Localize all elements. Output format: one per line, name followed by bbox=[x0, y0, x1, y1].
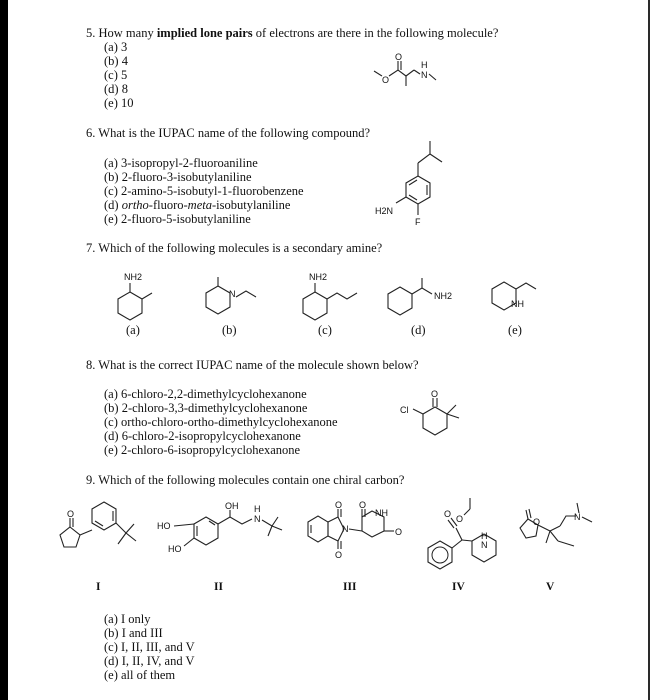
q5-option-d: (d) 8 bbox=[104, 82, 128, 96]
question-8-text: What is the correct IUPAC name of the molecule shown below? bbox=[98, 358, 419, 372]
q9V-nitrogen: N bbox=[574, 512, 581, 522]
q6-option-d-ortho: ortho bbox=[121, 198, 149, 212]
q5-amide-h: H bbox=[421, 60, 428, 70]
question-6-text: What is the IUPAC name of the following compound? bbox=[98, 126, 370, 140]
q9-molecule-IV bbox=[428, 498, 496, 569]
q6-fluorine: F bbox=[415, 217, 421, 227]
q6-option-c: (c) 2-amino-5-isobutyl-1-fluorobenzene bbox=[104, 184, 304, 198]
q8-option-b: (b) 2-chloro-3,3-dimethylcyclohexanone bbox=[104, 401, 308, 415]
q9III-nh: NH bbox=[375, 508, 388, 518]
q9-option-c: (c) I, II, III, and V bbox=[104, 640, 195, 654]
q9IV-oxygen-2: O bbox=[456, 514, 464, 524]
q7-label-c: (c) bbox=[318, 323, 332, 337]
q5-ester-oxygen: O bbox=[382, 75, 390, 85]
q7a-amine: NH2 bbox=[124, 272, 143, 282]
q8-option-a: (a) 6-chloro-2,2-dimethylcyclohexanone bbox=[104, 387, 307, 401]
q7-molecule-c bbox=[303, 272, 357, 320]
q9V-oxygen-1: O bbox=[533, 517, 541, 527]
q9III-oxygen-1: O bbox=[335, 500, 343, 510]
q8-option-c: (c) ortho-chloro-ortho-dimethylcyclohexanone bbox=[104, 415, 338, 429]
q9-molecule-III bbox=[308, 500, 402, 560]
q6-molecule bbox=[375, 141, 442, 227]
q9-label-III: III bbox=[343, 581, 357, 593]
q5-option-a: (a) 3 bbox=[104, 40, 128, 54]
q9-label-IV: IV bbox=[452, 581, 465, 593]
q5-option-b: (b) 4 bbox=[104, 54, 128, 68]
q9-option-a: (a) I only bbox=[104, 612, 151, 626]
q7-molecule-a bbox=[118, 272, 152, 320]
question-8-number: 8. bbox=[86, 358, 96, 372]
q9II-amine-h: H bbox=[254, 504, 261, 514]
q8-chlorine: Cl bbox=[400, 405, 409, 415]
q7-label-d: (d) bbox=[411, 323, 426, 337]
q5-amide-nitrogen: N bbox=[421, 70, 428, 80]
q6-amine-group: H2N bbox=[375, 206, 394, 216]
q8-carbonyl-oxygen: O bbox=[431, 389, 439, 399]
q6-option-b: (b) 2-fluoro-3-isobutylaniline bbox=[104, 170, 252, 184]
q5-option-e: (e) 10 bbox=[104, 96, 134, 110]
q9-label-V: V bbox=[546, 581, 555, 593]
q6-option-e: (e) 2-fluoro-5-isobutylaniline bbox=[104, 212, 251, 226]
q7b-nitrogen: N bbox=[229, 289, 236, 299]
q7-molecule-d bbox=[388, 278, 452, 315]
q6-option-d-mid: -fluoro- bbox=[148, 198, 188, 212]
q6-option-a: (a) 3-isopropyl-2-fluoroaniline bbox=[104, 156, 258, 170]
q6-option-d-suffix: -isobutylaniline bbox=[211, 198, 291, 212]
question-5-bold: implied lone pairs bbox=[156, 26, 253, 40]
q9-molecule-II bbox=[157, 501, 282, 554]
q5-option-c: (c) 5 bbox=[104, 68, 128, 82]
q9-label-I: I bbox=[96, 581, 101, 593]
q8-molecule bbox=[400, 389, 459, 435]
q7e-ring-nh: NH bbox=[511, 299, 524, 309]
q9IV-oxygen-1: O bbox=[444, 509, 452, 519]
q7-label-e: (e) bbox=[508, 323, 522, 337]
q9I-oxygen: O bbox=[67, 509, 75, 519]
q7-molecule-e bbox=[492, 282, 536, 310]
q7-label-b: (b) bbox=[222, 323, 237, 337]
q9-molecule-V bbox=[520, 503, 592, 546]
q9II-hydroxyl-2: HO bbox=[168, 544, 182, 554]
q9III-oxygen-2: O bbox=[335, 550, 343, 560]
q9-option-d: (d) I, II, IV, and V bbox=[104, 654, 195, 668]
question-5-prefix: How many bbox=[98, 26, 157, 40]
q6-option-d-meta: meta bbox=[187, 198, 212, 212]
q8-option-d: (d) 6-chloro-2-isopropylcyclohexanone bbox=[104, 429, 301, 443]
q9III-oxygen-4: O bbox=[395, 527, 403, 537]
q7-molecule-b bbox=[206, 277, 256, 314]
q9IV-ring-n: N bbox=[481, 540, 488, 550]
q7-label-a: (a) bbox=[126, 323, 140, 337]
q9-option-e: (e) all of them bbox=[104, 668, 176, 682]
q9III-oxygen-3: O bbox=[359, 500, 367, 510]
q9-label-II: II bbox=[214, 581, 223, 593]
q7c-amine: NH2 bbox=[309, 272, 328, 282]
question-5-number: 5. bbox=[86, 26, 96, 40]
q7d-amine: NH2 bbox=[434, 291, 453, 301]
q9II-oh: OH bbox=[225, 501, 239, 511]
q9III-imide-n: N bbox=[342, 524, 349, 534]
q8-option-e: (e) 2-chloro-6-isopropylcyclohexanone bbox=[104, 443, 301, 457]
q9-option-b: (b) I and III bbox=[104, 626, 163, 640]
question-9-number: 9. bbox=[86, 473, 96, 487]
q9II-hydroxyl-1: HO bbox=[157, 521, 171, 531]
question-7-number: 7. bbox=[86, 241, 96, 255]
q5-molecule bbox=[374, 52, 436, 86]
question-6-number: 6. bbox=[86, 126, 96, 140]
question-7-text: Which of the following molecules is a secondary amine? bbox=[98, 241, 383, 255]
q9II-nitrogen: N bbox=[254, 514, 261, 524]
q9IV-ring-h: H bbox=[481, 531, 488, 541]
q5-carbonyl-oxygen: O bbox=[395, 52, 403, 62]
question-5-suffix: of electrons are there in the following molecule? bbox=[252, 26, 499, 40]
question-9-text: Which of the following molecules contain one chiral carbon? bbox=[98, 473, 405, 487]
q6-option-d-prefix: (d) bbox=[104, 198, 122, 212]
q9-molecule-I bbox=[60, 502, 136, 547]
